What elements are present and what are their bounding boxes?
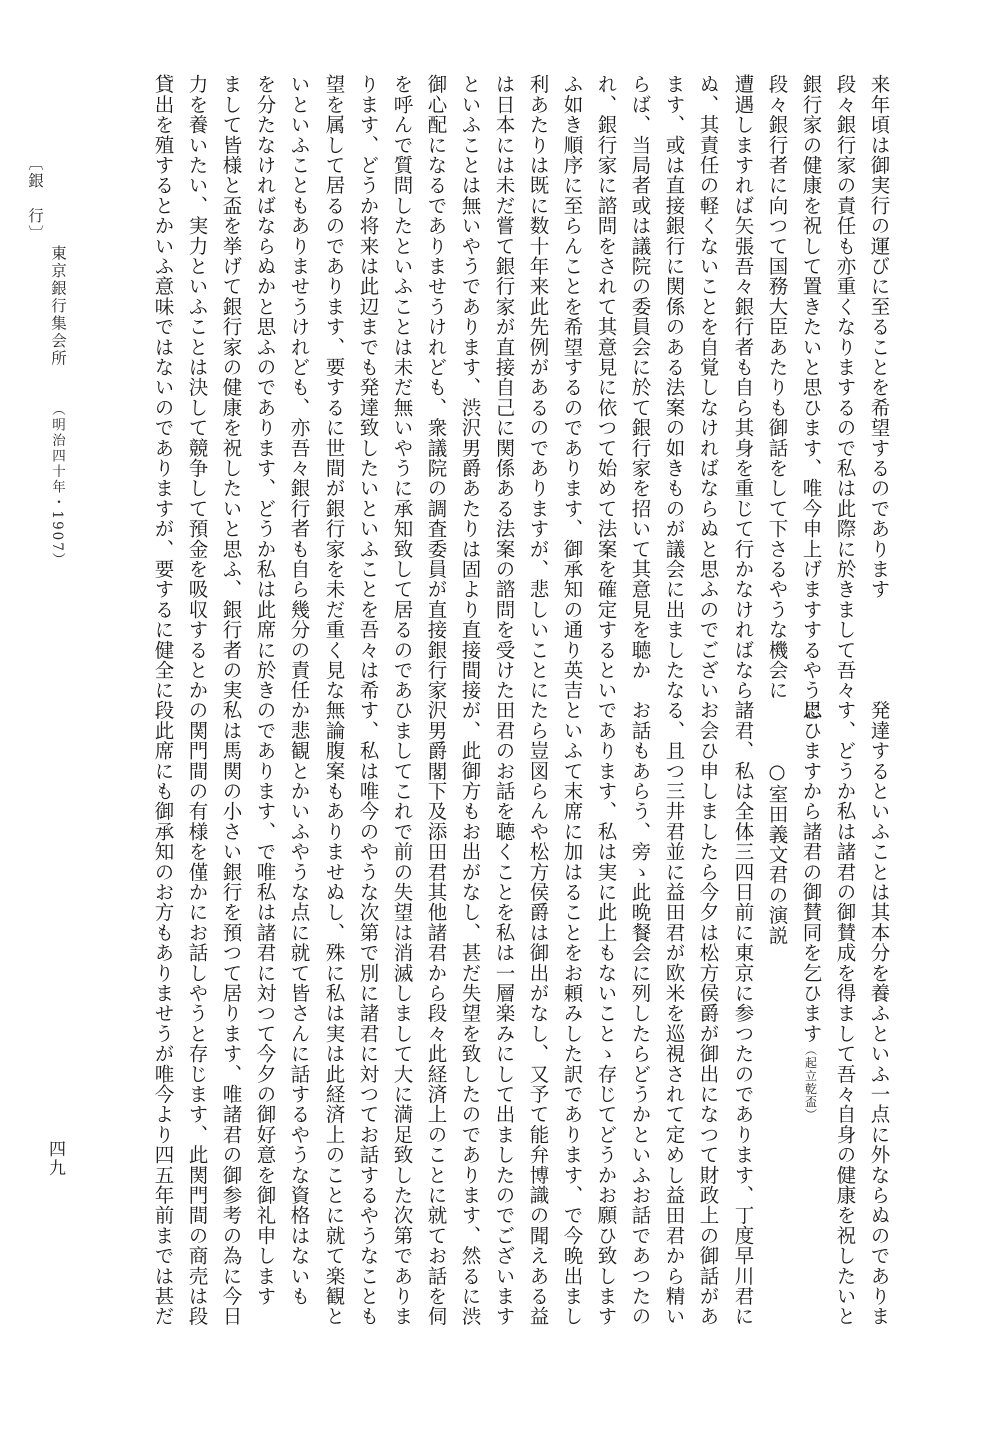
text-column: 利あたりは既に数十年来此先例があるのでありますが、悲しいことに <box>526 74 550 701</box>
running-header-organization: 東京銀行集会所 <box>49 245 67 368</box>
text-column: 段此席にも御承知のお方もありませうが唯今より四五年前までは甚だ <box>151 700 175 1327</box>
text-column: が、此御方もお出がなし、甚だ失望を致したのであります、然るに渋 <box>458 700 482 1327</box>
text-column: ります、どうか将来は此辺までも発達致したいといふことを吾々は希 <box>356 74 380 701</box>
stage-note: （起立乾盃） <box>803 1043 818 1122</box>
text-column: たら豈図らんや松方侯爵は御出がなし、又予て能弁博識の聞えある益 <box>526 700 550 1327</box>
text-column: れ、銀行家に諮問をされて其意見に依つて始めて法案を確定するとい <box>594 74 618 701</box>
text-column: 来年頃は御実行の運びに至ることを希望するのであります <box>867 74 891 600</box>
text-column: 私は馬関の小さい銀行を預つて居ります、唯諸君の御参考の為に今日 <box>219 700 243 1327</box>
text-column: 田君のお話を聴くことを私は一層楽みにして出ましたのでございます <box>492 700 516 1327</box>
text-column: 御心配になるでありませうけれども、衆議院の調査委員が直接銀行家 <box>424 74 448 701</box>
text-column: ふ如き順序に至らんことを希望するのであります、御承知の通り英吉 <box>560 74 584 701</box>
speech-heading: ○室田義文君の演説 <box>765 760 789 946</box>
text-column: であります、私は実に此上もないことゝ存じてどうかお願ひ致します <box>594 700 618 1327</box>
text-column: らば、当局者或は議院の委員会に於て銀行家を招いて其意見を聴か <box>628 74 652 680</box>
text-column: 貸出を殖するとかいふ意味ではないのでありますが、要するに健全に <box>151 74 175 701</box>
text-column: は日本には未だ嘗て銀行家が直接自己に関係ある法案の諮問を受けた <box>492 74 516 701</box>
text-column: を呼んで質問したといふことは未だ無いやうに承知致して居るのであ <box>390 74 414 701</box>
text-column: お会ひ申しましたら今夕は松方侯爵が御出になつて財政上の御話があ <box>696 700 720 1327</box>
page-number: 四九 <box>45 1140 65 1178</box>
text-column: ます、或は直接銀行に関係のある法案の如きものが議会に出ましたな <box>662 74 686 701</box>
text-column: 無論腹案もありませぬし、殊に私は実は此経済上のことに就て楽観と <box>322 700 346 1327</box>
text-column: といふことは無いやうであります、渋沢男爵あたりは固より直接間接 <box>458 74 482 701</box>
text-column: 沢男爵閣下及添田君其他諸君から段々此経済上のことに就てお話を伺 <box>424 700 448 1327</box>
text-column: 銀行家の健康を祝して置きたいと思ひます、唯今申上げますするやうに <box>799 74 823 721</box>
text-column: まして皆様と盃を挙げて銀行家の健康を祝したいと思ふ、銀行者の実 <box>219 74 243 701</box>
running-header-date: （明治四十年・1907） <box>49 402 65 569</box>
text-column: 段々銀行家の責任も亦重くなりまするので私は此際に於きまして吾々 <box>833 74 857 701</box>
text-column: る、且つ三井君並に益田君が欧米を巡視されて定めし益田君から精い <box>662 700 686 1327</box>
text-column: 段々銀行者に向つて国務大臣あたりも御話をして下さるやうな機会に <box>765 74 789 701</box>
text-column: ぬ、其責任の軽くないことを自覚しなければならぬと思ふのでござい <box>696 74 720 701</box>
text-column: 諸君、私は全体三四日前に東京に参つたのであります、丁度早川君に <box>731 700 755 1327</box>
text-column: を分たなければならぬかと思ふのであります、どうか私は此席に於き <box>253 74 277 701</box>
text-column: す、どうか私は諸君の御賛成を得まして吾々自身の健康を祝したいと <box>833 700 857 1327</box>
text-column: 発達するといふことは其本分を養ふといふ一点に外ならぬのでありま <box>867 700 891 1327</box>
text-column: 力を養いたい、実力といふことは決して競争して預金を吸収するとか <box>185 74 209 701</box>
text-column: か悲観とかいふやうな点に就て皆さんに話するやうな資格はないも <box>287 700 311 1306</box>
text-column: す、私は唯今のやうな次第で別に諸君に対つてお話するやうなことも <box>356 700 380 1327</box>
text-column: ひましてこれで前の失望は消滅しまして大に満足致した次第でありま <box>390 700 414 1327</box>
closing-sentence: 思ひますから諸君の御賛同を乞ひます <box>799 700 823 1044</box>
text-column: 望を属して居るのであります、要するに世間が銀行家を未だ重く見な <box>322 74 346 701</box>
text-column: 遭遇しますれば矢張吾々銀行者も自ら其身を重じて行かなければなら <box>731 74 755 701</box>
text-column: の関門間の有様を僅かにお話しやうと存じます、此関門間の商売は段 <box>185 700 209 1327</box>
text-column: お話もあらう、旁ゝ此晩餐会に列したらどうかといふお話であつたの <box>628 700 652 1327</box>
running-header-category: 〔銀 行〕 <box>26 155 44 243</box>
text-column: のであります、で唯私は諸君に対つて今夕の御好意を御礼申します <box>253 700 277 1306</box>
text-column <box>801 700 821 1380</box>
text-column: といふて末席に加はることをお頼みした訳であります、で今晩出まし <box>560 700 584 1327</box>
text-column: いといふこともありませうけれども、亦吾々銀行者も自ら幾分の責任 <box>287 74 311 701</box>
